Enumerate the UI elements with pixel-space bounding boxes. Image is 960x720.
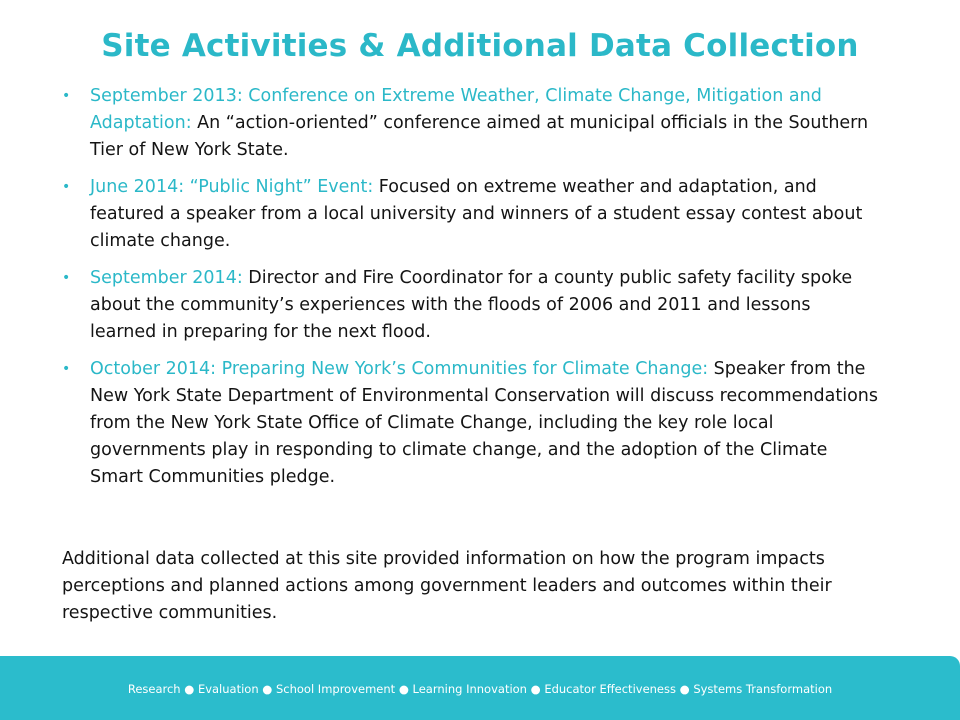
activity-body: Speaker from the New York State Department of Environmental Conservation will discuss recommendations from the New York State Office of Climate Change, including the key role local governments play in responding to climate change, and the adoption of the Climate Smart Communities pledge.: [90, 359, 879, 487]
activity-item: [62, 356, 882, 491]
bullet-icon: •: [62, 361, 71, 377]
activity-item: [62, 83, 882, 164]
activity-item: [62, 265, 882, 346]
activity-lead: June 2014: “Public Night” Event:: [90, 177, 374, 197]
activity-body: Focused on extreme weather and adaptation, and featured a speaker from a local university and winners of a student essay contest about climate change.: [90, 177, 863, 251]
activity-item: [62, 174, 882, 255]
bullet-icon: •: [62, 88, 71, 104]
activity-lead: September 2014:: [90, 268, 243, 288]
activity-lead: October 2014: Preparing New York’s Communities for Climate Change:: [90, 359, 709, 379]
activity-body: Director and Fire Coordinator for a county public safety facility spoke about the community’s experiences with the floods of 2006 and 2011 and lessons learned in preparing for the next flood.: [90, 268, 853, 342]
activity-body: An “action-oriented” conference aimed at municipal officials in the Southern Tier of New York State.: [90, 113, 869, 160]
activity-lead: September 2013: Conference on Extreme Weather, Climate Change, Mitigation and Adaptation:: [90, 86, 822, 133]
bullet-icon: •: [62, 270, 71, 286]
slide-title: Site Activities & Additional Data Collection: [101, 28, 859, 64]
footer-tagline: Research ● Evaluation ● School Improvement ● Learning Innovation ● Educator Effectiveness ● Systems Transformation: [127, 682, 833, 696]
additional-data-paragraph: Additional data collected at this site provided information on how the program impacts perceptions and planned actions among government leaders and outcomes within their respective communities.: [62, 549, 832, 623]
activity-list: [62, 83, 882, 501]
bullet-icon: •: [62, 179, 71, 195]
footer-bar: [0, 656, 960, 720]
